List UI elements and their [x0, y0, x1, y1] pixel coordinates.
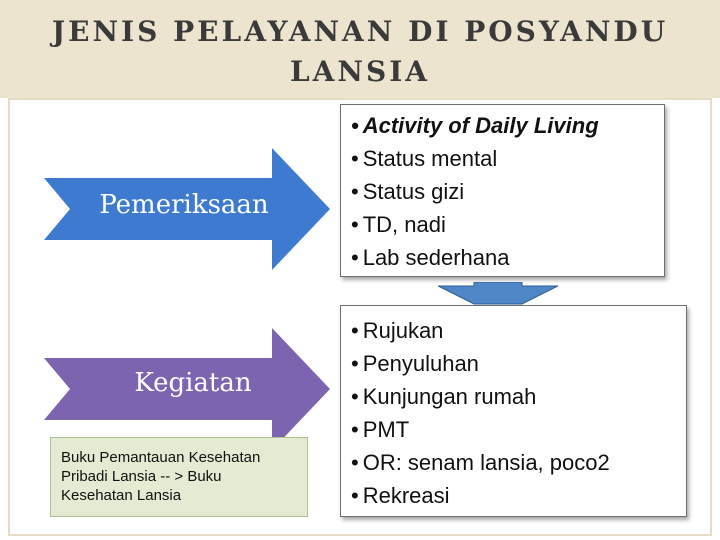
kegiatan-items-box: [340, 305, 687, 517]
list-item: • Status gizi: [351, 179, 465, 204]
list-item: • Activity of Daily Living: [351, 113, 599, 138]
list-item: • OR: senam lansia, poco2: [351, 450, 610, 475]
down-arrow-icon: [438, 282, 558, 306]
arrow-kegiatan-label: Kegiatan: [134, 368, 252, 398]
list-item: • Rekreasi: [351, 483, 450, 508]
list-item: • TD, nadi: [351, 212, 446, 237]
list-item: • Lab sederhana: [351, 245, 510, 270]
title-line-1: JENIS PELAYANAN DI POSYANDU: [51, 15, 669, 48]
pemeriksaan-items-box: [340, 104, 665, 277]
list-item: • Status mental: [351, 146, 498, 171]
kegiatan-list: [351, 314, 686, 512]
list-item: • PMT: [351, 417, 410, 442]
list-item: • Kunjungan rumah: [351, 384, 537, 409]
list-item: • Rujukan: [351, 318, 444, 343]
title-banner: [0, 0, 720, 98]
arrow-pemeriksaan-label: Pemeriksaan: [99, 190, 269, 220]
slide-title: [0, 12, 720, 92]
buku-kesehatan-note: Buku Pemantauan Kesehatan Pribadi Lansia -- > Buku Kesehatan Lansia: [50, 437, 308, 517]
pemeriksaan-list: [351, 109, 664, 274]
title-line-2: LANSIA: [289, 55, 431, 88]
list-item: • Penyuluhan: [351, 351, 479, 376]
